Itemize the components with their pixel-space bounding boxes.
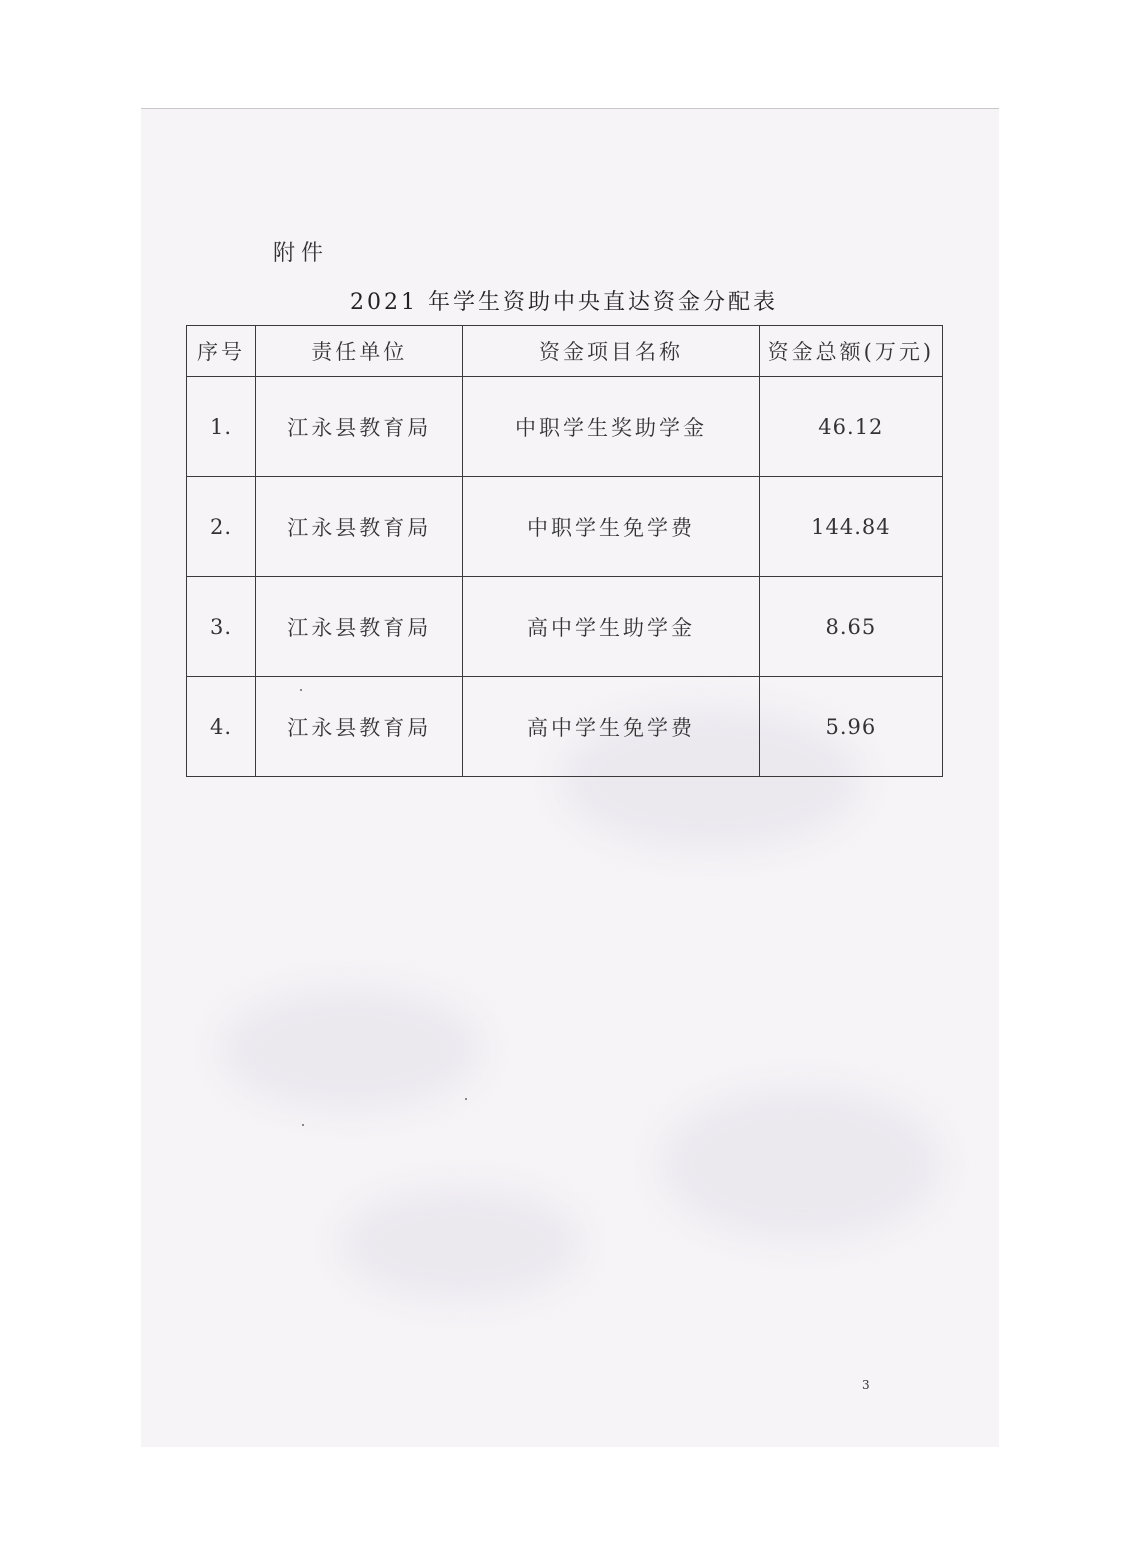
- cell-serial: 2.: [187, 477, 256, 577]
- cell-amount: 46.12: [759, 377, 942, 477]
- header-serial: 序号: [187, 326, 256, 377]
- table-header-row: [187, 326, 943, 377]
- cell-project: 中职学生奖助学金: [463, 377, 759, 477]
- cell-unit: 江永县教育局: [256, 677, 463, 777]
- page-number: 3: [862, 1378, 870, 1392]
- header-amount: 资金总额(万元): [759, 326, 942, 377]
- cell-unit: 江永县教育局: [256, 477, 463, 577]
- table-row: [187, 677, 943, 777]
- scan-speck: [300, 689, 302, 691]
- header-unit: 责任单位: [256, 326, 463, 377]
- annex-label: 附件: [273, 241, 330, 266]
- cell-project: 高中学生助学金: [463, 577, 759, 677]
- cell-serial: 4.: [187, 677, 256, 777]
- table-row: [187, 477, 943, 577]
- cell-project: 中职学生免学费: [463, 477, 759, 577]
- cell-serial: 1.: [187, 377, 256, 477]
- scan-shading: [221, 989, 481, 1109]
- cell-amount: 144.84: [759, 477, 942, 577]
- cell-amount: 8.65: [759, 577, 942, 677]
- scan-speck: [302, 1124, 304, 1126]
- cell-amount: 5.96: [759, 677, 942, 777]
- header-project: 资金项目名称: [463, 326, 759, 377]
- scan-shading: [341, 1189, 581, 1299]
- cell-unit: 江永县教育局: [256, 577, 463, 677]
- allocation-table: [186, 325, 943, 777]
- table-title: 2021 年学生资助中央直达资金分配表: [350, 290, 778, 315]
- scan-shading: [661, 1089, 941, 1239]
- cell-serial: 3.: [187, 577, 256, 677]
- cell-project: 高中学生免学费: [463, 677, 759, 777]
- table-row: [187, 377, 943, 477]
- cell-unit: 江永县教育局: [256, 377, 463, 477]
- table-row: [187, 577, 943, 677]
- scan-speck: [465, 1098, 467, 1100]
